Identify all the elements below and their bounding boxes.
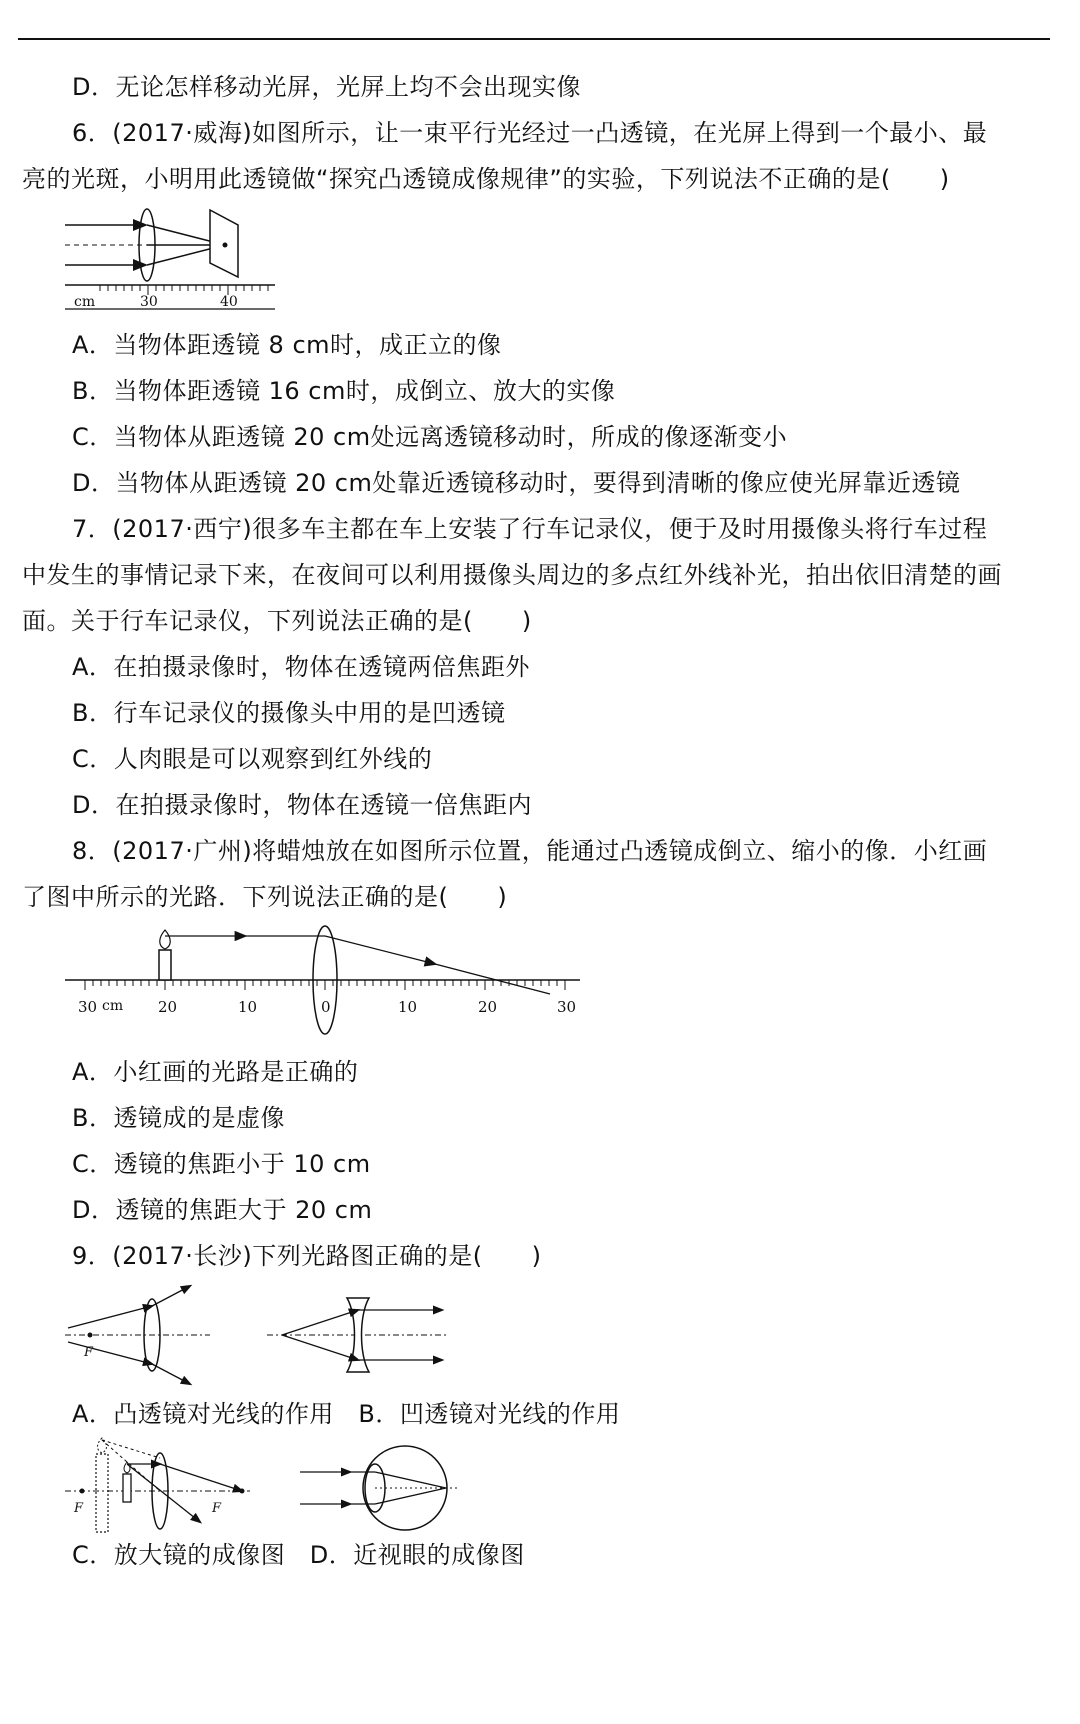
candle	[123, 1474, 131, 1502]
q5-option-d: D．无论怎样移动光屏，光屏上均不会出现实像	[72, 73, 581, 101]
q8-figure	[60, 918, 590, 1048]
axis-unit-label: cm	[102, 998, 124, 1014]
q6-stem-line1: 6．(2017·威海)如图所示，让一束平行光经过一凸透镜，在光屏上得到一个最小、最	[72, 119, 988, 147]
virtual-image	[96, 1454, 108, 1532]
axis-label-right-10: 10	[398, 998, 418, 1016]
focus-label: F	[84, 1345, 94, 1360]
q6-figure	[60, 205, 290, 315]
q8-option-c: C．透镜的焦距小于 10 cm	[72, 1150, 371, 1178]
axis-label-right-30: 30	[557, 998, 577, 1016]
q7-option-b: B．行车记录仪的摄像头中用的是凹透镜	[72, 699, 506, 727]
q8-option-a: A．小红画的光路是正确的	[72, 1058, 359, 1086]
q9-figure-a	[60, 1280, 220, 1390]
q6-option-c: C．当物体从距透镜 20 cm处远离透镜移动时，所成的像逐渐变小	[72, 423, 788, 451]
q9-caption-cd: C．放大镜的成像图 D．近视眼的成像图	[72, 1541, 525, 1569]
q9-figure-b	[262, 1290, 462, 1380]
ruler-label-40: 40	[220, 294, 238, 310]
q8-option-d: D．透镜的焦距大于 20 cm	[72, 1196, 373, 1224]
q9-figure-d	[290, 1440, 470, 1540]
axis-label-left-10: 10	[238, 998, 258, 1016]
q6-stem-line2: 亮的光斑，小明用此透镜做“探究凸透镜成像规律”的实验，下列说法不正确的是( )	[22, 165, 950, 193]
focus-label-right: F	[212, 1501, 222, 1516]
candle-flame	[160, 930, 171, 949]
focus-label-left: F	[74, 1501, 84, 1516]
top-rule	[18, 38, 1050, 40]
axis-label-left-20: 20	[158, 998, 178, 1016]
q9-figure-c	[60, 1436, 260, 1536]
q7-option-c: C．人肉眼是可以观察到红外线的	[72, 745, 433, 773]
ruler-label-30: 30	[140, 294, 158, 310]
q6-option-d: D．当物体从距透镜 20 cm处靠近透镜移动时，要得到清晰的像应使光屏靠近透镜	[72, 469, 961, 497]
q8-stem-line1: 8．(2017·广州)将蜡烛放在如图所示位置，能通过凸透镜成倒立、缩小的像．小红画	[72, 837, 988, 865]
q7-stem-line3: 面。关于行车记录仪，下列说法正确的是( )	[22, 607, 532, 635]
q7-stem-line2: 中发生的事情记录下来，在夜间可以利用摄像头周边的多点红外线补光，拍出依旧清楚的画	[22, 561, 1002, 589]
axis-label-right-20: 20	[478, 998, 498, 1016]
q7-option-a: A．在拍摄录像时，物体在透镜两倍焦距外	[72, 653, 530, 681]
q8-option-b: B．透镜成的是虚像	[72, 1104, 285, 1132]
q9-stem: 9．(2017·长沙)下列光路图正确的是( )	[72, 1242, 542, 1270]
axis-label-0: 0	[321, 998, 331, 1016]
q8-stem-line2: 了图中所示的光路．下列说法正确的是( )	[22, 883, 508, 911]
q7-stem-line1: 7．(2017·西宁)很多车主都在车上安装了行车记录仪，便于及时用摄像头将行车过程	[72, 515, 988, 543]
q7-option-d: D．在拍摄录像时，物体在透镜一倍焦距内	[72, 791, 532, 819]
q6-option-b: B．当物体距透镜 16 cm时，成倒立、放大的实像	[72, 377, 616, 405]
axis-label-left-30: 30	[78, 998, 98, 1016]
candle	[159, 950, 171, 980]
ruler-unit-label: cm	[74, 294, 96, 310]
q9-caption-ab: A．凸透镜对光线的作用 B．凹透镜对光线的作用	[72, 1400, 621, 1428]
q6-option-a: A．当物体距透镜 8 cm时，成正立的像	[72, 331, 502, 359]
